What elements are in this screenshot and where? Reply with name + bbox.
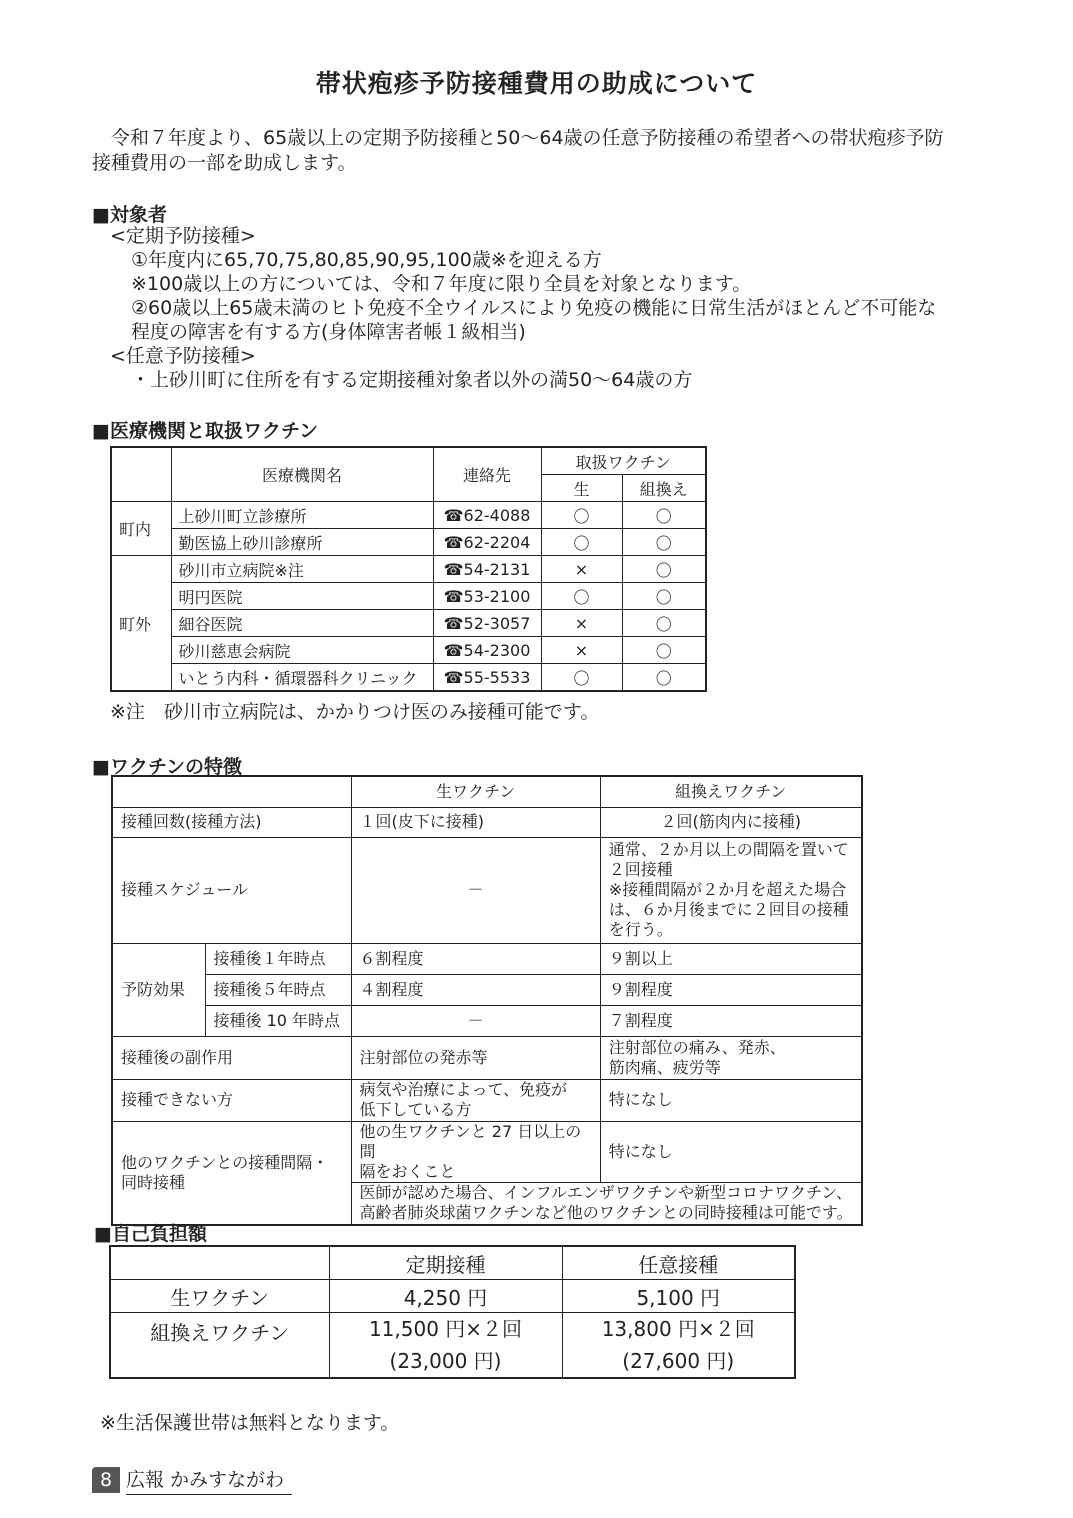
eligibility-item: 程度の障害を有する方(身体障害者帳１級相当) [131,321,526,343]
cell-live: １回(皮下に接種) [351,807,600,837]
table-corner [112,776,351,807]
cell-live: ４割程度 [351,974,600,1005]
cost-line: (27,600 円) [622,1349,735,1373]
features-heading: ■ワクチンの特徴 [92,756,243,778]
row-label: 接種スケジュール [112,837,351,943]
cost-line: 11,500 円×２回 [368,1317,523,1341]
clinic-name: 明円医院 [171,583,433,610]
cell-line: 隔をおくこと [359,1161,456,1181]
clinic-live: 〇 [541,529,622,556]
cost-line: 13,800 円×２回 [601,1317,755,1341]
routine-heading: <定期予防接種> [110,225,256,247]
cost-line: (23,000 円) [389,1349,502,1373]
effect-period: 接種後１年時点 [205,943,351,974]
cell-line: 他のワクチンとの接種間隔・ [121,1152,329,1172]
intro-line: 接種費用の一部を助成します。 [92,152,357,174]
col-header: 生 [541,475,622,502]
cell-line: 筋肉痛、疲労等 [608,1057,721,1077]
clinics-table [110,446,707,692]
eligibility-item: ①年度内に65,70,75,80,85,90,95,100歳※を迎える方 [131,249,602,271]
col-header: 任意接種 [562,1246,795,1280]
cell-line: 病気や治療によって、免疫が [359,1080,568,1099]
cell-line: 通常、２か月以上の間隔を置いて [608,840,849,859]
clinic-tel: ☎55-5533 [433,664,541,692]
col-header: 定期接種 [329,1246,562,1280]
clinic-live: 〇 [541,664,622,692]
row-label: 組換えワクチン [110,1313,329,1379]
clinic-tel: ☎62-2204 [433,529,541,556]
cost-table [109,1245,796,1379]
clinic-recomb: 〇 [622,637,706,664]
publication-name: 広報 かみすながわ [126,1465,292,1495]
row-label: 接種後の副作用 [112,1036,351,1079]
clinic-recomb: 〇 [622,556,706,583]
eligibility-item: ・上砂川町に住所を有する定期接種対象者以外の満50～64歳の方 [131,369,693,391]
cell-live: － [351,837,600,943]
clinic-tel: ☎54-2300 [433,637,541,664]
col-header: 連絡先 [433,447,541,502]
clinic-name: いとう内科・循環器科クリニック [171,664,433,692]
cell-live: － [351,1005,600,1036]
cell-recomb: 特になし [600,1121,861,1182]
clinic-live: 〇 [541,583,622,610]
cell-line: は、６か月後までに２回目の接種 [608,900,849,919]
cell-line: 高齢者肺炎球菌ワクチンなど他のワクチンとの同時接種は可能です。 [359,1203,853,1223]
clinic-recomb: 〇 [622,583,706,610]
cell-recomb: ７割程度 [600,1005,861,1036]
cost-value: 5,100 円 [562,1280,795,1313]
cell-recomb: ９割以上 [600,943,861,974]
clinic-live: × [541,556,622,583]
row-label: 接種できない方 [112,1079,351,1121]
cell-live [351,1079,600,1121]
cell-line: 同時接種 [121,1172,186,1192]
cell-live [351,1121,600,1182]
optional-heading: <任意予防接種> [110,345,256,367]
cell-line: を行う。 [608,920,673,939]
effect-period: 接種後５年時点 [205,974,351,1005]
clinics-note: ※注 砂川市立病院は、かかりつけ医のみ接種可能です。 [110,701,600,723]
cost-value [329,1313,562,1379]
cost-heading: ■自己負担額 [94,1223,207,1245]
cost-value: 4,250 円 [329,1280,562,1313]
effect-period: 接種後 10 年時点 [205,1005,351,1036]
area-label: 町内 [111,502,171,556]
table-corner [111,447,171,502]
cell-simultaneous [351,1182,862,1225]
cell-line: 他の生ワクチンと 27 日以上の間 [359,1121,582,1161]
area-label: 町外 [111,556,171,692]
row-label: 接種回数(接種方法) [112,807,351,837]
clinic-recomb: 〇 [622,610,706,637]
features-table [111,775,863,1226]
clinic-tel: ☎62-4088 [433,502,541,529]
clinic-recomb: 〇 [622,529,706,556]
cell-recomb: ２回(筋肉内に接種) [600,807,861,837]
intro-paragraph [92,126,982,176]
cell-recomb [600,837,861,943]
cell-live: 注射部位の発赤等 [351,1036,600,1079]
row-label: 生ワクチン [110,1280,329,1313]
row-label [112,1121,351,1225]
cell-line: ２回接種 [608,860,673,879]
page-number: 8 [92,1467,120,1493]
cell-line: ※接種間隔が２か月を超えた場合 [608,880,847,899]
col-header: 組換え [622,475,706,502]
cell-live: ６割程度 [351,943,600,974]
clinic-name: 上砂川町立診療所 [171,502,433,529]
clinic-live: × [541,637,622,664]
clinic-name: 勤医協上砂川診療所 [171,529,433,556]
page-title: 帯状疱疹予防接種費用の助成について [315,69,758,98]
clinic-recomb: 〇 [622,664,706,692]
eligibility-item: ②60歳以上65歳未満のヒト免疫不全ウイルスにより免疫の機能に日常生活がほとんど不可能な [131,297,937,319]
clinic-tel: ☎54-2131 [433,556,541,583]
eligibility-heading: ■対象者 [92,204,167,226]
clinic-tel: ☎52-3057 [433,610,541,637]
eligibility-note: ※100歳以上の方については、令和７年度に限り全員を対象となります。 [131,273,752,295]
cell-line: 注射部位の痛み、発赤、 [608,1037,786,1057]
row-label: 予防効果 [112,943,205,1036]
table-corner [110,1246,329,1280]
cell-recomb: 特になし [600,1079,861,1121]
clinic-name: 砂川慈恵会病院 [171,637,433,664]
cost-value [562,1313,795,1379]
clinic-name: 細谷医院 [171,610,433,637]
clinic-name: 砂川市立病院※注 [171,556,433,583]
clinics-heading: ■医療機関と取扱ワクチン [92,420,319,442]
col-header: 組換えワクチン [600,776,861,807]
intro-line: 令和７年度より、65歳以上の定期予防接種と50～64歳の任意予防接種の希望者への帯状疱疹予防 [111,127,944,149]
clinic-live: × [541,610,622,637]
col-header: 取扱ワクチン [541,447,706,475]
cell-recomb [600,1036,861,1079]
clinic-live: 〇 [541,502,622,529]
cell-line: 低下している方 [359,1100,472,1119]
cell-recomb: ９割程度 [600,974,861,1005]
clinic-tel: ☎53-2100 [433,583,541,610]
clinic-recomb: 〇 [622,502,706,529]
col-header: 生ワクチン [351,776,600,807]
col-header: 医療機関名 [171,447,433,502]
cost-note: ※生活保護世帯は無料となります。 [100,1412,400,1434]
cell-line: 医師が認めた場合、インフルエンザワクチンや新型コロナワクチン、 [359,1183,852,1203]
